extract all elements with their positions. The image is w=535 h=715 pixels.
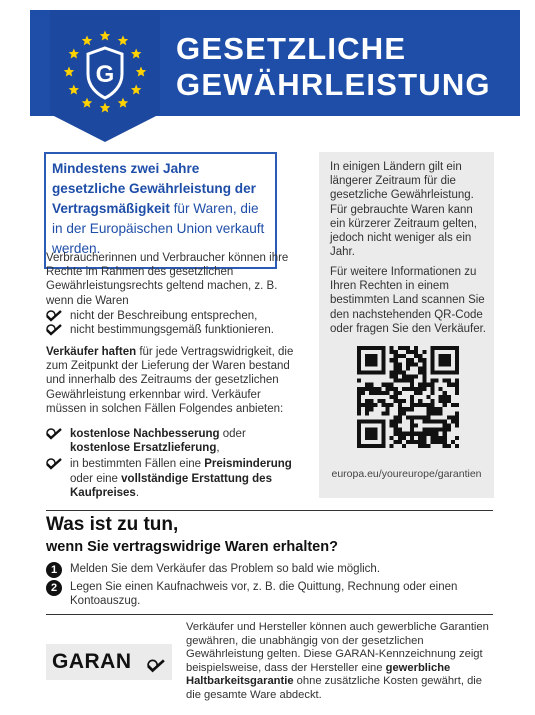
list-item (46, 580, 493, 608)
option-1-mid: oder (219, 428, 246, 440)
list-item (46, 427, 298, 455)
option-2-bold: Preisminderung (204, 458, 292, 471)
sidebar-text-2: Für weitere Informationen zu Ihren Rechten in einem bestimmten Land scannen Sie den nachstehenden QR-Code oder fragen Sie den Verkäufer. (330, 266, 486, 335)
step-2-text: Legen Sie einen Kaufnachweis vor, z. B. die Quittung, Rechnung oder einen Kontoauszug. (70, 581, 458, 608)
seller-text (46, 345, 296, 416)
garan-text (186, 621, 496, 703)
title-line-2: GEWÄHRLEISTUNG (176, 67, 491, 102)
divider (46, 510, 493, 511)
garan-text-main: Verkäufer und Hersteller können auch gewerbliche Garantien gewähren, die unabhängig von der gesetzlichen Gewährleistung gelten. Diese GARAN-Kennzeichnung zeigt beispielsweise, dass der Hersteller eine (186, 621, 489, 674)
divider (46, 614, 493, 615)
eu-shield-emblem (50, 10, 160, 142)
qr-code-icon[interactable] (357, 346, 459, 448)
rights-text: Verbraucherinnen und Verbraucher können ihre Rechte im Rahmen des gesetzlichen Gewährleistungsrechts geltend machen, z. B. wenn die Waren (46, 252, 289, 307)
check-badge-icon (46, 310, 62, 322)
page-title (176, 31, 491, 103)
section-heading: Was ist zu tun, (46, 514, 179, 535)
list-item (46, 562, 493, 576)
rights-list (46, 309, 298, 337)
step-1-text: Melden Sie dem Verkäufer das Problem so bald wie möglich. (70, 563, 381, 575)
garan-text-bold: gewerbliche Haltbarkeitsgarantie (186, 661, 451, 688)
seller-rest: für jede Vertragswidrigkeit, die zum Zeitpunkt der Lieferung der Waren bestand und innerhalb des Zeitraums der gesetzlichen Gewährleistung erkennbar wird. Verkäufer müssen in solchen Fällen Folgendes anbieten: (46, 346, 294, 415)
rights-item-1: nicht der Beschreibung entsprechen, (70, 310, 258, 322)
seller-bold: Verkäufer haften (46, 346, 137, 358)
section-subheading: wenn Sie vertragswidrige Waren erhalten? (46, 539, 338, 555)
sidebar-text-1: In einigen Ländern gilt ein längerer Zeitraum für die gesetzliche Gewährleistung. Für gebrauchte Waren kann ein kürzerer Zeitraum gelten, jedoch nicht weniger als ein Jahr. (330, 161, 478, 259)
option-2-bold-2: vollständige Erstattung des Kaufpreises (70, 472, 272, 499)
garan-logo-text: GARAN (52, 650, 132, 673)
option-1-bold-2: kostenlose Ersatzlieferung (70, 442, 217, 455)
header-banner (30, 10, 520, 116)
step-number-badge: 2 (46, 580, 62, 596)
option-2-mid: oder eine (70, 472, 122, 485)
garan-text-end: ohne zusätzliche Kosten gewährt, die die gesamte Ware abdeckt. (186, 675, 483, 701)
steps-list (46, 562, 493, 613)
check-badge-icon (46, 458, 62, 470)
seller-options-list (46, 427, 298, 502)
title-line-1: GESETZLICHE (176, 31, 407, 66)
info-sidebar (319, 152, 494, 498)
emblem-letter: G (95, 61, 115, 88)
list-item (46, 457, 298, 500)
intro-rest: für Waren, die in der Europäischen Union verkauft werden. (52, 201, 265, 256)
list-item (46, 309, 298, 323)
sidebar-url[interactable]: europa.eu/youreurope/garantien (331, 468, 482, 480)
option-2-text: in bestimmten Fällen eine (70, 458, 205, 471)
intro-bold: Mindestens zwei Jahre gesetzliche Gewährleistung der Vertragsmäßigkeit (52, 161, 256, 216)
check-badge-icon (46, 324, 62, 336)
garan-logo (46, 644, 172, 680)
option-1-bold: kostenlose Nachbesserung (70, 428, 220, 440)
rights-item-2: nicht bestimmungsgemäß funktionieren. (70, 324, 274, 337)
check-badge-icon (147, 659, 165, 673)
list-item (46, 323, 298, 337)
option-2-end: . (135, 486, 140, 499)
option-1-end: , (216, 442, 220, 455)
step-number-badge: 1 (46, 562, 62, 578)
check-badge-icon (46, 428, 62, 440)
